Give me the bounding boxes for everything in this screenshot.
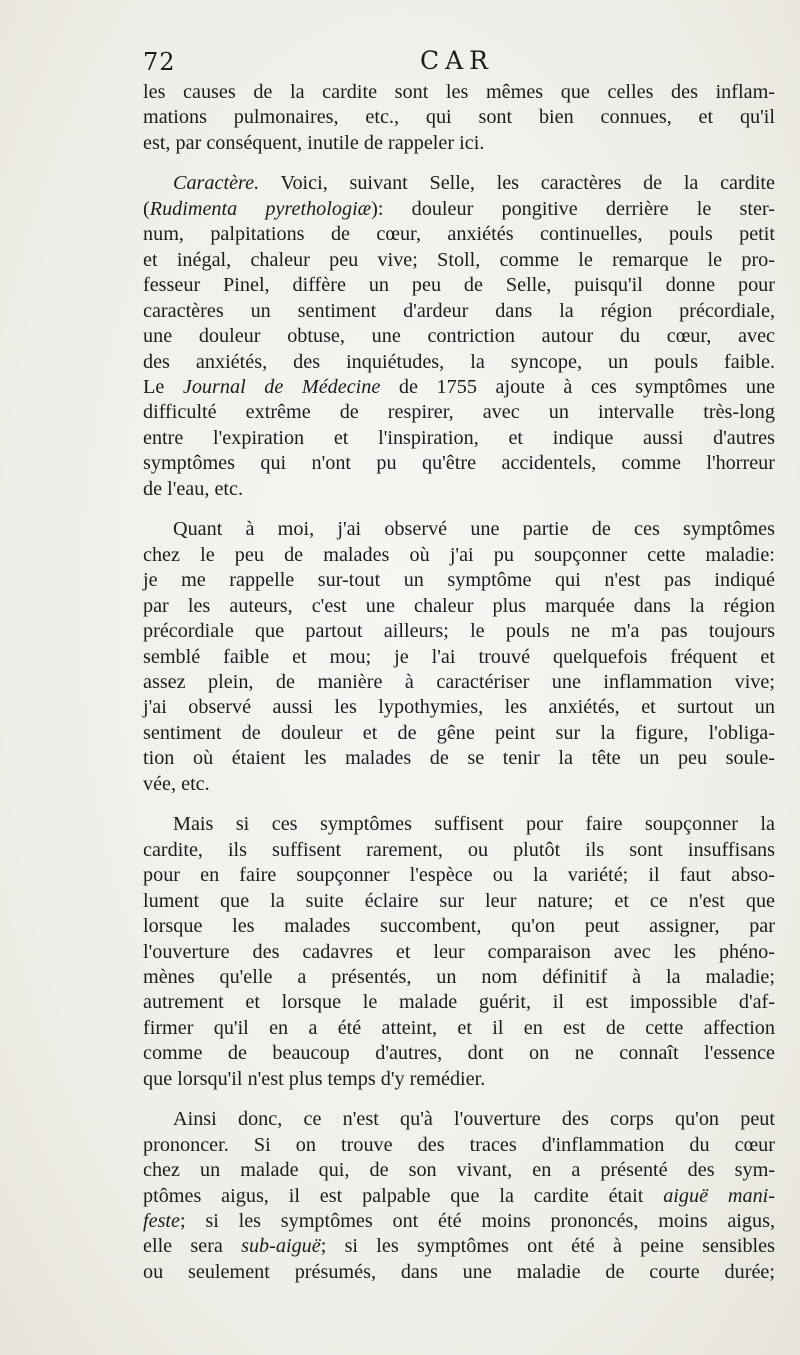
text-line: et inégal, chaleur peu vive; Stoll, comme le remarque le pro- [143, 248, 775, 271]
text-line: Ainsi donc, ce n'est qu'à l'ouverture des corps qu'on peut [173, 1108, 775, 1131]
text-line: Mais si ces symptômes suffisent pour faire soupçonner la [173, 813, 775, 836]
text-line: difficulté extrême de respirer, avec un intervalle très-long [143, 401, 775, 424]
text-line: ptômes aigus, il est palpable que la cardite était aiguë mani- [143, 1184, 776, 1207]
paragraph-1 [143, 80, 775, 156]
text-line: assez plein, de manière à caractériser une inflammation vive; [143, 670, 775, 693]
text-line: entre l'expiration et l'inspiration, et indique aussi d'autres [143, 426, 775, 449]
text-line: feste; si les symptômes ont été moins prononcés, moins aigus, [143, 1210, 775, 1233]
text-line: lument que la suite éclaire sur leur nature; et ce n'est que [143, 889, 775, 912]
text-line: l'ouverture des cadavres et leur comparaison avec les phéno- [143, 940, 775, 963]
text-line: lorsque les malades succombent, qu'on peut assigner, par [143, 915, 775, 938]
text-line: pour en faire soupçonner l'espèce ou la variété; il faut abso- [143, 864, 775, 887]
text-line: sentiment de douleur et de gêne peint sur la figure, l'obliga- [143, 721, 775, 744]
paragraph-2 [143, 171, 775, 502]
text-line: des anxiétés, des inquiétudes, la syncope, un pouls faible. [143, 350, 775, 373]
text-line: que lorsqu'il n'est plus temps d'y remédier. [143, 1067, 486, 1090]
text-line: je me rappelle sur-tout un symptôme qui n'est pas indiqué [143, 569, 775, 592]
page-number: 72 [143, 48, 176, 76]
text-line: j'ai observé aussi les lypothymies, les anxiétés, et surtout un [143, 696, 775, 719]
paragraph-4 [143, 812, 775, 1092]
text-line: de l'eau, etc. [143, 477, 244, 500]
text-line: semblé faible et mou; je l'ai trouvé quelquefois fréquent et [143, 645, 775, 668]
text-line: autrement et lorsque le malade guérit, il est impossible d'af- [143, 991, 775, 1014]
paragraph-3 [143, 517, 775, 797]
text-line: cardite, ils suffisent rarement, ou plutôt ils sont insuffisans [143, 838, 775, 861]
body-text [143, 80, 775, 1285]
text-line: caractères un sentiment d'ardeur dans la région précordiale, [143, 299, 775, 322]
text-line: est, par conséquent, inutile de rappeler ici. [143, 131, 485, 154]
text-line: Quant à moi, j'ai observé une partie de ces symptômes [173, 518, 775, 541]
text-line: (Rudimenta pyrethologiæ): douleur pongitive derrière le ster- [143, 197, 776, 220]
text-line: fesseur Pinel, diffère un peu de Selle, puisqu'il donne pour [143, 274, 775, 297]
text-line: mations pulmonaires, etc., qui sont bien connues, et qu'il [143, 106, 775, 129]
text-line: prononcer. Si on trouve des traces d'inflammation du cœur [143, 1133, 775, 1156]
text-line: chez le peu de malades où j'ai pu soupçonner cette maladie: [143, 543, 775, 566]
text-line: vée, etc. [143, 772, 210, 795]
text-line: elle sera sub-aiguë; si les symptômes ont été à peine sensibles [143, 1235, 775, 1258]
text-line: comme de beaucoup d'autres, dont on ne connaît l'essence [143, 1042, 775, 1065]
text-line: Le Journal de Médecine de 1755 ajoute à ces symptômes une [143, 375, 775, 398]
paragraph-5 [143, 1107, 775, 1285]
text-line: Caractère. Voici, suivant Selle, les caractères de la cardite [173, 172, 775, 195]
text-line: précordiale que partout ailleurs; le pouls ne m'a pas toujours [143, 620, 775, 643]
text-line: firmer qu'il en a été atteint, et il en est de cette affection [143, 1016, 775, 1039]
running-head: CAR [420, 46, 495, 75]
text-line: chez un malade qui, de son vivant, en a présenté des sym- [143, 1159, 775, 1182]
text-line: symptômes qui n'ont pu qu'être accidentels, comme l'horreur [143, 452, 775, 475]
text-line: tion où étaient les malades de se tenir la tête un peu soule- [143, 747, 775, 770]
text-line: mènes qu'elle a présentés, un nom définitif à la maladie; [143, 965, 775, 988]
text-line: les causes de la cardite sont les mêmes que celles des inflam- [143, 81, 775, 103]
text-line: ou seulement présumés, dans une maladie de courte durée; [143, 1260, 775, 1283]
text-line: num, palpitations de cœur, anxiétés continuelles, pouls petit [143, 223, 775, 246]
text-line: une douleur obtuse, une contriction autour du cœur, avec [143, 325, 775, 348]
text-line: par les auteurs, c'est une chaleur plus marquée dans la région [143, 594, 775, 617]
page-header [0, 44, 800, 78]
